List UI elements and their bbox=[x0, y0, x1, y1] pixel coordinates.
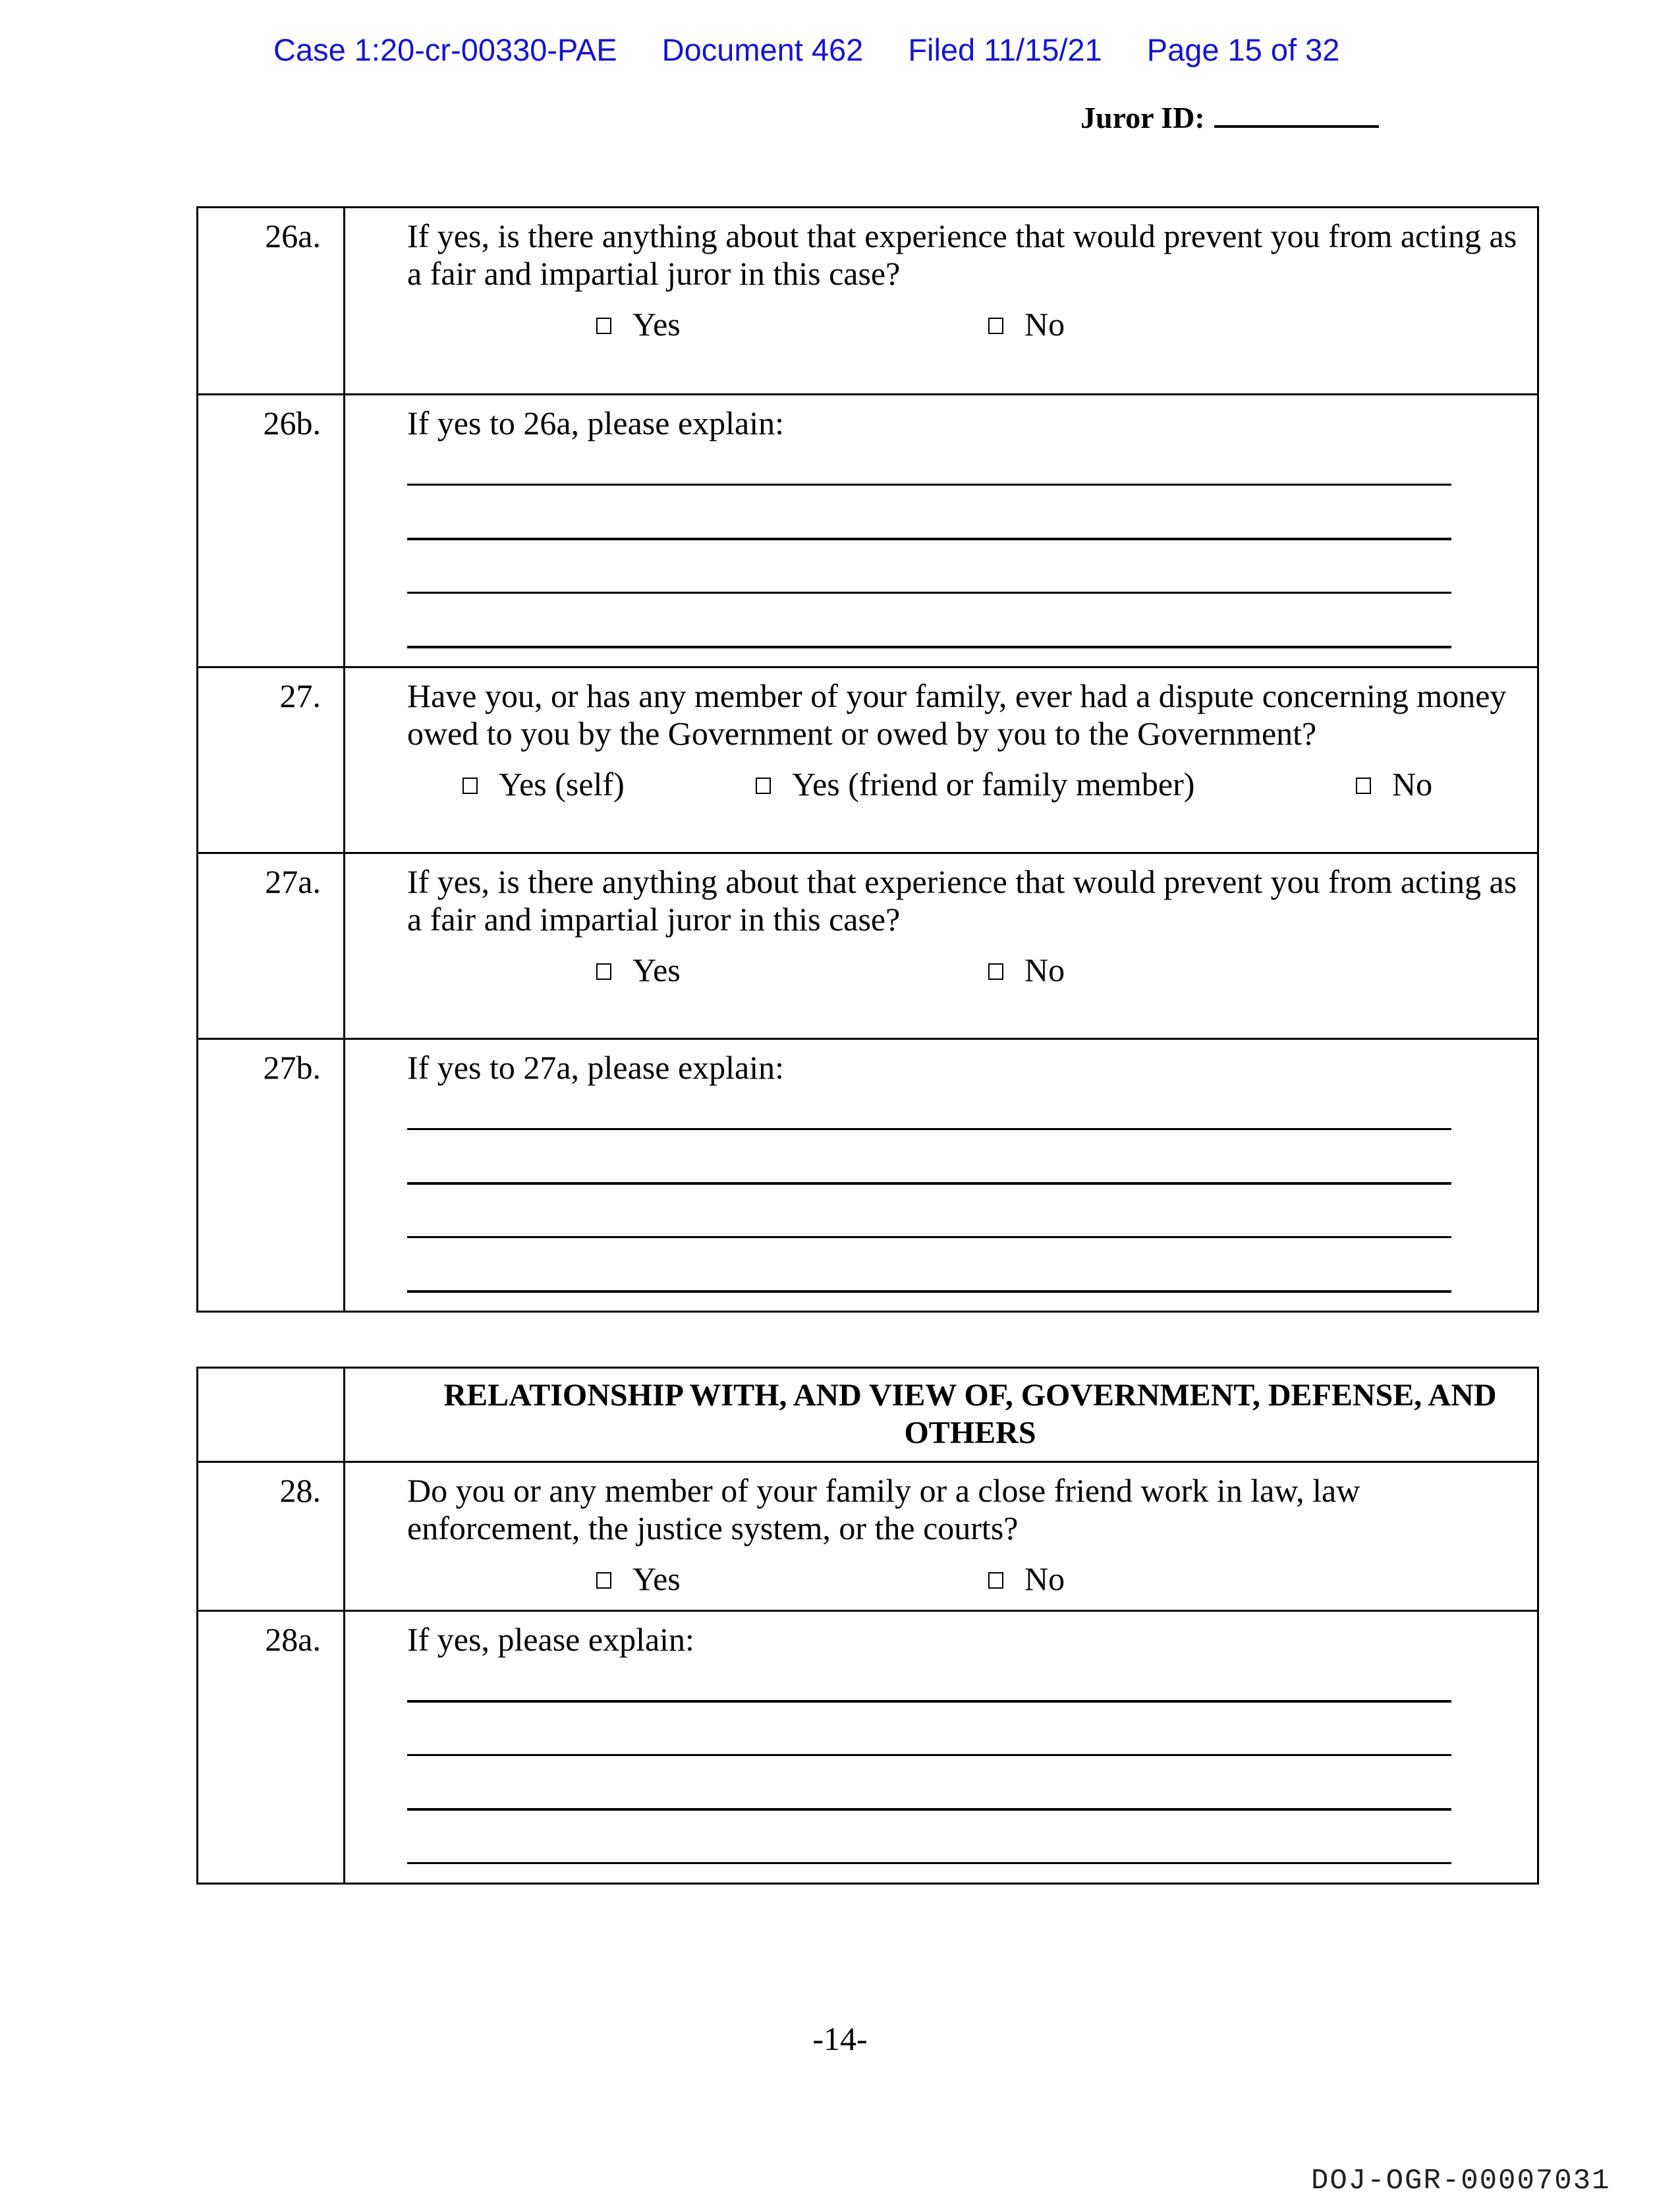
answer-line[interactable] bbox=[407, 592, 1451, 594]
answer-line[interactable] bbox=[407, 484, 1451, 486]
juror-id-field[interactable] bbox=[1214, 99, 1379, 128]
answer-options bbox=[345, 951, 1537, 991]
checkbox-icon[interactable] bbox=[756, 778, 771, 794]
juror-id-label: Juror ID: bbox=[1080, 101, 1205, 134]
question-number: 28a. bbox=[265, 1621, 321, 1658]
question-number: 26b. bbox=[263, 405, 321, 441]
question-row-26b bbox=[198, 395, 1538, 667]
option-no[interactable]: No bbox=[988, 1560, 1065, 1598]
question-text: Have you, or has any member of your family, ever had a dispute concerning money owed to you by the Government or owed by you to the Government? bbox=[407, 677, 1507, 752]
answer-line[interactable] bbox=[407, 646, 1451, 648]
checkbox-icon[interactable] bbox=[596, 1572, 611, 1589]
checkbox-icon[interactable] bbox=[988, 1572, 1003, 1589]
answer-line[interactable] bbox=[407, 1128, 1451, 1130]
checkbox-icon[interactable] bbox=[462, 778, 478, 794]
juror-id bbox=[1080, 99, 1379, 135]
ecf-header bbox=[273, 32, 1339, 68]
option-yes[interactable]: Yes bbox=[596, 1560, 681, 1598]
document-number: Document 462 bbox=[661, 32, 864, 67]
checkbox-icon[interactable] bbox=[988, 963, 1003, 980]
case-number: Case 1:20-cr-00330-PAE bbox=[273, 32, 617, 67]
option-yes-self[interactable]: Yes (self) bbox=[462, 766, 625, 803]
answer-line[interactable] bbox=[407, 1862, 1451, 1864]
option-yes[interactable]: Yes bbox=[596, 306, 681, 343]
answer-line[interactable] bbox=[407, 1236, 1451, 1238]
question-text: If yes, is there anything about that experience that would prevent you from acting as a fair and impartial juror in this case? bbox=[407, 863, 1517, 938]
questions-table-1 bbox=[196, 206, 1539, 1313]
page-number: -14- bbox=[812, 2020, 868, 2057]
question-row-28 bbox=[198, 1462, 1538, 1611]
questions-table-2 bbox=[196, 1367, 1539, 1885]
question-text: If yes, is there anything about that experience that would prevent you from acting as a fair and impartial juror in this case? bbox=[407, 217, 1517, 292]
section-header-row bbox=[198, 1368, 1538, 1462]
answer-line[interactable] bbox=[407, 538, 1451, 540]
question-row-28a bbox=[198, 1611, 1538, 1884]
answer-line[interactable] bbox=[407, 1182, 1451, 1185]
question-number: 28. bbox=[279, 1472, 321, 1509]
question-text: If yes to 27a, please explain: bbox=[407, 1049, 785, 1086]
question-text: Do you or any member of your family or a close friend work in law, law enforcement, the justice system, or the courts? bbox=[407, 1472, 1360, 1546]
option-no[interactable]: No bbox=[1356, 766, 1432, 803]
question-text: If yes, please explain: bbox=[407, 1621, 694, 1658]
answer-options bbox=[345, 766, 1537, 805]
answer-line[interactable] bbox=[407, 1808, 1451, 1811]
option-yes[interactable]: Yes bbox=[596, 951, 681, 989]
question-row-27b bbox=[198, 1039, 1538, 1312]
question-number: 27b. bbox=[263, 1049, 321, 1086]
question-row-27 bbox=[198, 667, 1538, 853]
question-text: If yes to 26a, please explain: bbox=[407, 405, 785, 441]
filed-date: Filed 11/15/21 bbox=[908, 32, 1102, 67]
page-of-pages: Page 15 of 32 bbox=[1146, 32, 1340, 67]
answer-line[interactable] bbox=[407, 1700, 1451, 1703]
checkbox-icon[interactable] bbox=[988, 318, 1003, 334]
question-row-27a bbox=[198, 853, 1538, 1039]
checkbox-icon[interactable] bbox=[1356, 778, 1371, 794]
section-title: RELATIONSHIP WITH, AND VIEW OF, GOVERNMENT, DEFENSE, AND OTHERS bbox=[443, 1378, 1497, 1450]
checkbox-icon[interactable] bbox=[596, 963, 611, 980]
bates-stamp: DOJ-OGR-00007031 bbox=[1311, 2165, 1611, 2198]
question-number: 27a. bbox=[265, 863, 321, 900]
answer-options bbox=[345, 1560, 1537, 1600]
option-yes-friend-family[interactable]: Yes (friend or family member) bbox=[756, 766, 1194, 803]
checkbox-icon[interactable] bbox=[596, 318, 611, 334]
answer-options bbox=[345, 306, 1537, 345]
answer-line[interactable] bbox=[407, 1290, 1451, 1293]
question-number: 27. bbox=[279, 677, 321, 714]
question-number: 26a. bbox=[265, 217, 321, 254]
option-no[interactable]: No bbox=[988, 306, 1065, 343]
question-row-26a bbox=[198, 208, 1538, 395]
option-no[interactable]: No bbox=[988, 951, 1065, 989]
answer-line[interactable] bbox=[407, 1754, 1451, 1756]
